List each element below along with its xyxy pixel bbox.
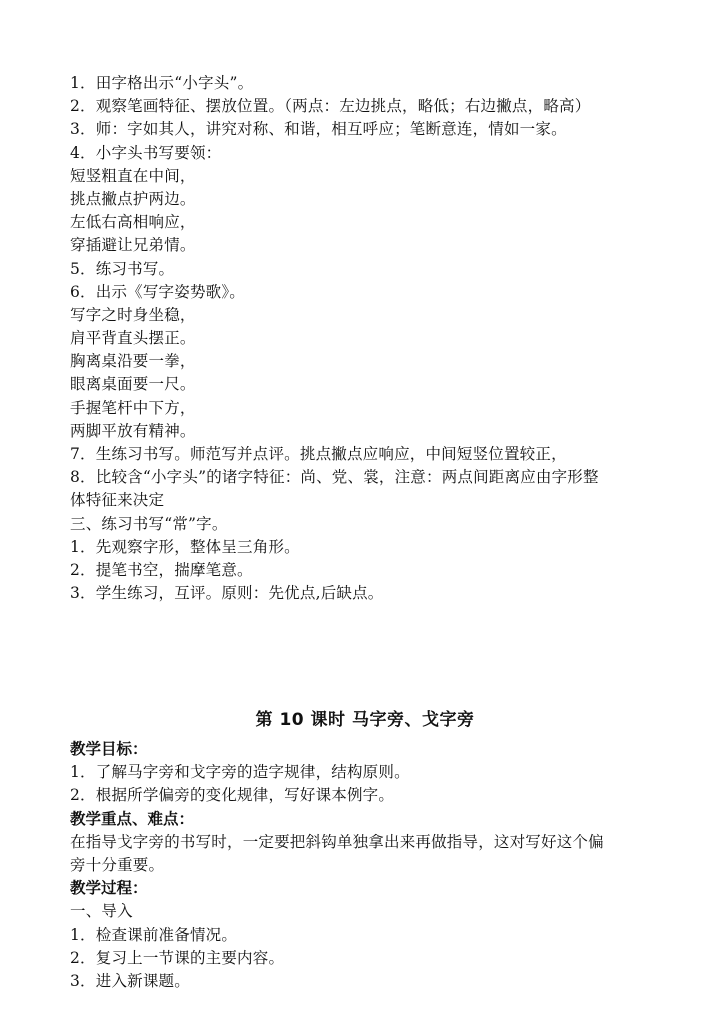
lesson-body: [70, 738, 660, 993]
text-line: 体特征来决定: [70, 491, 165, 510]
text-line: 左低右高相响应，: [70, 213, 196, 232]
text-line: 两脚平放有精神。: [70, 421, 196, 440]
process-line: 一、导入: [70, 902, 133, 921]
text-line: 3．学生练习，互评。原则：先优点,后缺点。: [70, 584, 384, 603]
text-line: 手握笔杆中下方，: [70, 398, 196, 417]
text-line: 1．田字格出示“小字头”。: [70, 74, 254, 92]
text-line: 眼离桌面要一尺。: [70, 375, 196, 394]
key-point-line: 在指导戈字旁的书写时，一定要把斜钩单独拿出来再做指导，这对写好这个偏: [70, 832, 604, 851]
text-line: 2．提笔书空，揣摩笔意。: [70, 560, 253, 579]
text-line: 2．观察笔画特征、摆放位置。（两点：左边挑点，略低；右边撇点，略高）: [70, 97, 591, 116]
text-line: 3．师：字如其人，讲究对称、和谐，相互呼应；笔断意连，情如一家。: [70, 120, 567, 139]
process-line: 1．检查课前准备情况。: [70, 925, 238, 944]
text-line: 5．练习书写。: [70, 259, 175, 278]
goal-line: 2．根据所学偏旁的变化规律，写好课本例字。: [70, 786, 395, 805]
key-points-heading: 教学重点、难点：: [70, 809, 195, 828]
text-line: 6．出示《写字姿势歌》。: [70, 282, 246, 301]
section-1-text: [70, 72, 660, 605]
text-line: 1．先观察字形，整体呈三角形。: [70, 537, 300, 556]
text-line: 胸离桌沿要一拳，: [70, 352, 196, 371]
process-line: 3．进入新课题。: [70, 971, 190, 990]
key-point-line: 旁十分重要。: [70, 855, 165, 874]
text-line: 8．比较含“小字头”的诸字特征：尚、党、裳，注意：两点间距离应由字形整: [70, 468, 599, 487]
text-line: 穿插避让兄弟情。: [70, 236, 196, 255]
text-line: 4．小字头书写要领：: [70, 143, 222, 162]
text-line: 三、练习书写“常”字。: [70, 514, 228, 533]
text-line: 7．生练习书写。师范写并点评。挑点撇点应响应，中间短竖位置较正，: [70, 445, 567, 463]
process-line: 2．复习上一节课的主要内容。: [70, 948, 285, 967]
text-line: 写字之时身坐稳，: [70, 305, 196, 324]
lesson-title: 第 10 课时 马字旁、戈字旁: [255, 710, 475, 730]
goal-line: 1．了解马字旁和戈字旁的造字规律，结构原则。: [70, 763, 410, 782]
process-heading: 教学过程：: [70, 879, 148, 898]
goals-heading: 教学目标：: [70, 740, 148, 758]
text-line: 挑点撇点护两边。: [70, 189, 196, 208]
text-line: 短竖粗直在中间，: [70, 166, 196, 185]
text-line: 肩平背直头摆正。: [70, 329, 196, 348]
